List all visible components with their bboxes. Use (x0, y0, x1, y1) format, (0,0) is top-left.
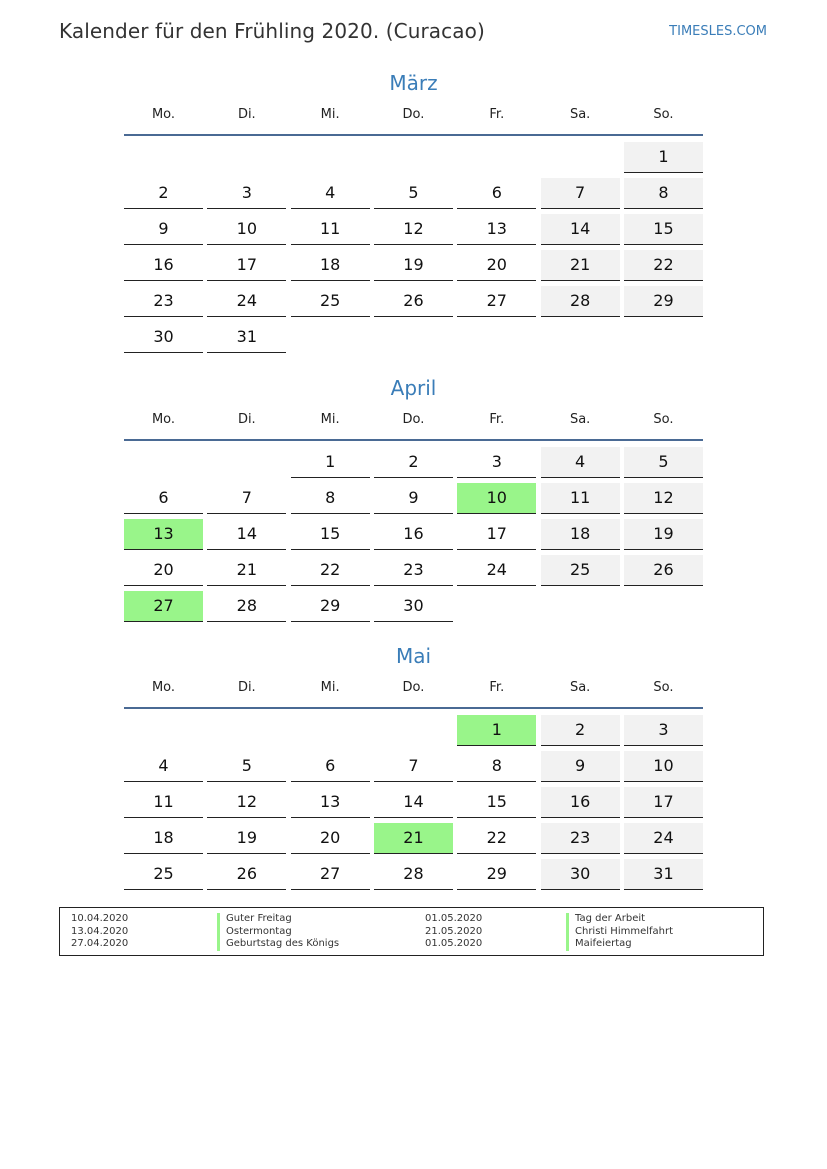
legend-row (425, 938, 755, 951)
day-cell: 22 (291, 555, 370, 586)
empty-cell (124, 142, 203, 173)
day-cell: 8 (457, 751, 536, 782)
weekday-label: Mo. (151, 412, 176, 427)
legend-date: 01.05.2020 (425, 938, 483, 949)
empty-cell (207, 715, 286, 746)
day-cell: 3 (207, 178, 286, 209)
day-cell: 10 (624, 751, 703, 782)
weekday-label: Di. (237, 107, 256, 122)
day-cell: 19 (624, 519, 703, 550)
day-cell: 30 (541, 859, 620, 890)
day-cell: 13 (291, 787, 370, 818)
day-cell: 30 (124, 322, 203, 353)
day-cell: 25 (541, 555, 620, 586)
day-cell: 1 (624, 142, 703, 173)
weekday-label: Do. (402, 412, 425, 427)
day-cell: 2 (541, 715, 620, 746)
day-cell: 15 (291, 519, 370, 550)
day-cell: 19 (207, 823, 286, 854)
day-cell: 18 (124, 823, 203, 854)
weekday-label: Sa. (569, 107, 591, 122)
day-cell: 6 (291, 751, 370, 782)
day-cell: 1 (457, 715, 536, 746)
weekday-label: Mi. (320, 680, 340, 695)
day-cell: 28 (374, 859, 453, 890)
day-cell: 25 (291, 286, 370, 317)
day-cell: 19 (374, 250, 453, 281)
month-may (124, 643, 703, 890)
day-cell: 11 (124, 787, 203, 818)
legend-row (425, 926, 755, 939)
legend-holiday-name: Guter Freitag (217, 913, 292, 926)
day-cell: 11 (291, 214, 370, 245)
day-grid (124, 142, 703, 353)
day-cell: 15 (457, 787, 536, 818)
day-cell: 9 (374, 483, 453, 514)
weekday-label: Sa. (569, 680, 591, 695)
legend-row (71, 926, 411, 939)
day-cell: 16 (374, 519, 453, 550)
weekday-label: Di. (237, 680, 256, 695)
weekday-header (124, 677, 703, 709)
day-cell: 17 (207, 250, 286, 281)
day-cell: 12 (374, 214, 453, 245)
month-april (124, 375, 703, 622)
day-cell: 9 (124, 214, 203, 245)
weekday-label: Mo. (151, 680, 176, 695)
day-cell: 8 (291, 483, 370, 514)
day-cell: 5 (374, 178, 453, 209)
day-cell: 31 (207, 322, 286, 353)
legend-date: 21.05.2020 (425, 925, 483, 937)
day-cell: 11 (541, 483, 620, 514)
day-cell: 9 (541, 751, 620, 782)
day-cell: 6 (457, 178, 536, 209)
day-cell: 10 (457, 483, 536, 514)
weekday-label: Mo. (151, 107, 176, 122)
day-cell: 26 (207, 859, 286, 890)
day-cell: 20 (291, 823, 370, 854)
day-cell: 21 (541, 250, 620, 281)
day-cell: 17 (624, 787, 703, 818)
legend-date: 01.05.2020 (425, 913, 483, 924)
empty-cell (124, 447, 203, 478)
weekday-label: Sa. (569, 412, 591, 427)
day-cell: 22 (624, 250, 703, 281)
page-title: Kalender für den Frühling 2020. (Curacao) (59, 19, 485, 43)
holiday-legend (59, 907, 764, 956)
day-cell: 14 (374, 787, 453, 818)
day-cell: 12 (624, 483, 703, 514)
day-cell: 31 (624, 859, 703, 890)
day-cell: 22 (457, 823, 536, 854)
day-cell: 23 (374, 555, 453, 586)
day-cell: 26 (624, 555, 703, 586)
day-cell: 23 (124, 286, 203, 317)
weekday-header (124, 409, 703, 441)
day-cell: 4 (541, 447, 620, 478)
day-cell: 7 (374, 751, 453, 782)
day-cell: 4 (291, 178, 370, 209)
legend-row (71, 913, 411, 926)
day-cell: 16 (541, 787, 620, 818)
legend-row (425, 913, 755, 926)
day-cell: 28 (207, 591, 286, 622)
day-cell: 1 (291, 447, 370, 478)
weekday-label: Do. (402, 107, 425, 122)
day-cell: 27 (124, 591, 203, 622)
day-cell: 24 (624, 823, 703, 854)
day-cell: 20 (124, 555, 203, 586)
day-cell: 3 (457, 447, 536, 478)
day-cell: 12 (207, 787, 286, 818)
day-cell: 27 (291, 859, 370, 890)
empty-cell (457, 142, 536, 173)
site-link[interactable]: TIMESLES.COM (669, 24, 767, 39)
empty-cell (541, 142, 620, 173)
day-grid (124, 715, 703, 890)
day-cell: 7 (207, 483, 286, 514)
day-cell: 21 (207, 555, 286, 586)
day-cell: 13 (124, 519, 203, 550)
day-cell: 16 (124, 250, 203, 281)
day-cell: 18 (541, 519, 620, 550)
month-name: März (389, 71, 438, 95)
month-name: April (390, 376, 437, 400)
month-march (124, 70, 703, 353)
empty-cell (291, 142, 370, 173)
day-cell: 29 (291, 591, 370, 622)
weekday-header (124, 104, 703, 136)
day-grid (124, 447, 703, 622)
day-cell: 29 (624, 286, 703, 317)
legend-holiday-name: Christi Himmelfahrt (566, 926, 673, 939)
day-cell: 15 (624, 214, 703, 245)
day-cell: 18 (291, 250, 370, 281)
day-cell: 30 (374, 591, 453, 622)
day-cell: 21 (374, 823, 453, 854)
weekday-label: Di. (237, 412, 256, 427)
day-cell: 17 (457, 519, 536, 550)
empty-cell (207, 142, 286, 173)
weekday-label: Do. (402, 680, 425, 695)
day-cell: 29 (457, 859, 536, 890)
day-cell: 2 (124, 178, 203, 209)
day-cell: 24 (457, 555, 536, 586)
day-cell: 7 (541, 178, 620, 209)
weekday-label: So. (653, 680, 674, 695)
day-cell: 24 (207, 286, 286, 317)
legend-holiday-name: Maifeiertag (566, 938, 632, 951)
legend-date: 27.04.2020 (71, 938, 129, 949)
weekday-label: So. (653, 107, 674, 122)
day-cell: 10 (207, 214, 286, 245)
day-cell: 13 (457, 214, 536, 245)
empty-cell (207, 447, 286, 478)
month-name: Mai (395, 644, 432, 668)
day-cell: 4 (124, 751, 203, 782)
day-cell: 14 (541, 214, 620, 245)
day-cell: 23 (541, 823, 620, 854)
legend-row (71, 938, 411, 951)
legend-date: 10.04.2020 (71, 913, 129, 924)
empty-cell (291, 715, 370, 746)
day-cell: 2 (374, 447, 453, 478)
weekday-label: Fr. (489, 680, 505, 695)
day-cell: 6 (124, 483, 203, 514)
empty-cell (124, 715, 203, 746)
weekday-label: Mi. (320, 412, 340, 427)
empty-cell (374, 142, 453, 173)
day-cell: 5 (624, 447, 703, 478)
weekday-label: Fr. (489, 107, 505, 122)
day-cell: 27 (457, 286, 536, 317)
legend-holiday-name: Geburtstag des Königs (217, 938, 339, 951)
day-cell: 8 (624, 178, 703, 209)
day-cell: 14 (207, 519, 286, 550)
day-cell: 28 (541, 286, 620, 317)
legend-date: 13.04.2020 (71, 925, 129, 937)
legend-holiday-name: Ostermontag (217, 926, 292, 939)
weekday-label: So. (653, 412, 674, 427)
weekday-label: Mi. (320, 107, 340, 122)
day-cell: 3 (624, 715, 703, 746)
day-cell: 20 (457, 250, 536, 281)
day-cell: 25 (124, 859, 203, 890)
weekday-label: Fr. (489, 412, 505, 427)
day-cell: 5 (207, 751, 286, 782)
legend-holiday-name: Tag der Arbeit (566, 913, 645, 926)
empty-cell (374, 715, 453, 746)
day-cell: 26 (374, 286, 453, 317)
